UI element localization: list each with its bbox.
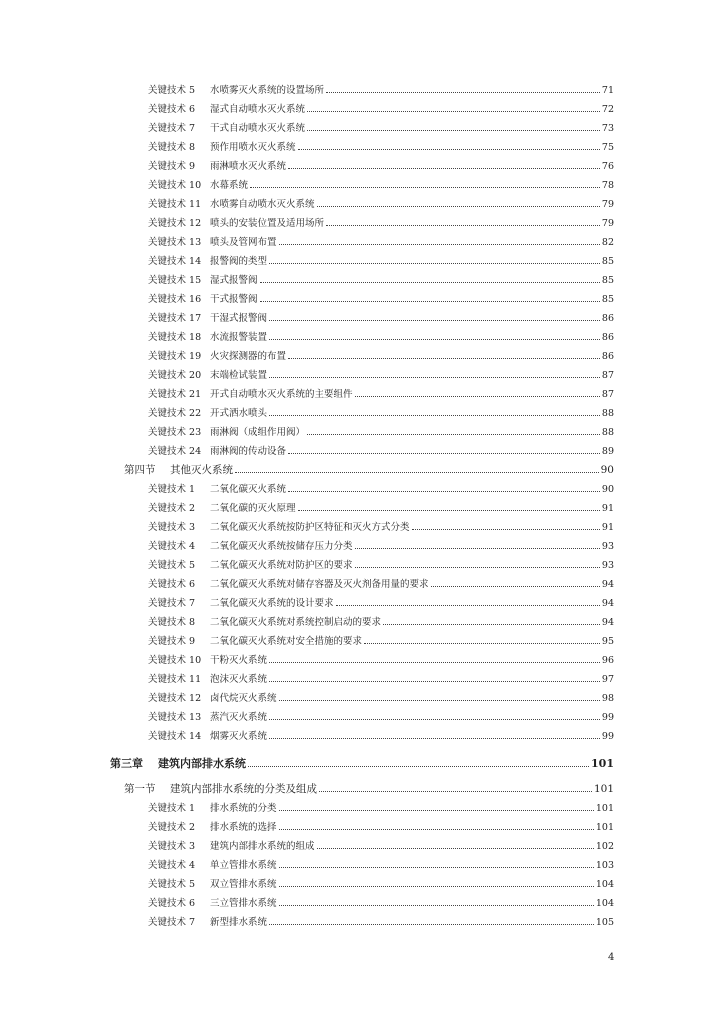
dot-leader bbox=[269, 339, 600, 340]
dot-leader bbox=[279, 886, 594, 887]
toc-entry-page: 93 bbox=[601, 560, 614, 571]
toc-entry-page: 101 bbox=[593, 783, 614, 795]
toc-item[interactable] bbox=[148, 82, 614, 101]
toc-entry-label: 关键技术 4 bbox=[148, 860, 196, 871]
toc-entry-title: 喷头及管网布置 bbox=[210, 237, 277, 248]
dot-leader bbox=[326, 92, 600, 93]
toc-item[interactable] bbox=[148, 253, 614, 272]
toc-entry-page: 88 bbox=[601, 427, 614, 438]
toc-entry-title: 湿式报警阀 bbox=[210, 275, 258, 286]
toc-item[interactable] bbox=[148, 838, 614, 857]
toc-entry-label: 关键技术 5 bbox=[148, 85, 196, 96]
dot-leader bbox=[279, 700, 600, 701]
toc-item[interactable] bbox=[148, 196, 614, 215]
toc-entry-label: 关键技术 1 bbox=[148, 803, 196, 814]
toc-entry-page: 95 bbox=[601, 636, 614, 647]
dot-leader bbox=[383, 624, 600, 625]
dot-leader bbox=[355, 567, 600, 568]
dot-leader bbox=[269, 738, 600, 739]
toc-entry-page: 87 bbox=[601, 370, 614, 381]
dot-leader bbox=[269, 263, 600, 264]
toc-item[interactable] bbox=[148, 595, 614, 614]
toc-entry-label: 关键技术 17 bbox=[148, 313, 202, 324]
toc-entry-label: 关键技术 12 bbox=[148, 693, 202, 704]
toc-entry-label: 关键技术 20 bbox=[148, 370, 202, 381]
toc-entry-title: 湿式自动喷水灭火系统 bbox=[210, 104, 306, 115]
toc-entry-label: 关键技术 6 bbox=[148, 579, 196, 590]
toc-entry-title: 二氧化碳灭火系统对系统控制启动的要求 bbox=[210, 617, 382, 628]
toc-entry-title: 水喷雾自动喷水灭火系统 bbox=[210, 199, 315, 210]
toc-entry-page: 101 bbox=[595, 822, 614, 833]
toc-entry-page: 76 bbox=[601, 161, 614, 172]
dot-leader bbox=[235, 472, 599, 473]
toc-entry-page: 73 bbox=[601, 123, 614, 134]
toc-chapter-entry[interactable] bbox=[110, 755, 614, 777]
toc-entry-page: 93 bbox=[601, 541, 614, 552]
toc-item[interactable] bbox=[148, 671, 614, 690]
toc-item[interactable] bbox=[148, 876, 614, 895]
toc-item[interactable] bbox=[148, 576, 614, 595]
dot-leader bbox=[269, 377, 600, 378]
toc-item[interactable] bbox=[148, 405, 614, 424]
toc-entry-page: 87 bbox=[601, 389, 614, 400]
toc-item[interactable] bbox=[148, 101, 614, 120]
toc-item[interactable] bbox=[148, 158, 614, 177]
toc-entry-title: 双立管排水系统 bbox=[210, 879, 277, 890]
toc-entry-title: 报警阀的类型 bbox=[210, 256, 268, 267]
toc-item[interactable] bbox=[148, 557, 614, 576]
toc-entry-title: 建筑内部排水系统的分类及组成 bbox=[170, 783, 317, 795]
toc-item[interactable] bbox=[148, 443, 614, 462]
toc-entry-label: 关键技术 10 bbox=[148, 655, 202, 666]
toc-item[interactable] bbox=[148, 139, 614, 158]
toc-entry-page: 91 bbox=[601, 522, 614, 533]
toc-entry-page: 75 bbox=[601, 142, 614, 153]
toc-entry-page: 104 bbox=[595, 898, 614, 909]
toc-entry-page: 85 bbox=[601, 294, 614, 305]
toc-entry-label: 关键技术 2 bbox=[148, 822, 196, 833]
toc-entry-page: 79 bbox=[601, 218, 614, 229]
dot-leader bbox=[279, 867, 594, 868]
toc-entry-page: 85 bbox=[601, 275, 614, 286]
toc-item[interactable] bbox=[148, 120, 614, 139]
toc-item[interactable] bbox=[148, 177, 614, 196]
toc-entry-title: 干式报警阀 bbox=[210, 294, 258, 305]
toc-entry-label: 关键技术 24 bbox=[148, 446, 202, 457]
toc-entry-page: 86 bbox=[601, 351, 614, 362]
toc-entry-title: 末端检试装置 bbox=[210, 370, 268, 381]
toc-item[interactable] bbox=[148, 329, 614, 348]
dot-leader bbox=[364, 643, 600, 644]
dot-leader bbox=[269, 681, 600, 682]
dot-leader bbox=[298, 510, 600, 511]
toc-entry-title: 排水系统的选择 bbox=[210, 822, 277, 833]
toc-entry-label: 关键技术 9 bbox=[148, 636, 196, 647]
dot-leader bbox=[279, 810, 594, 811]
dot-leader bbox=[269, 924, 594, 925]
toc-entry-label: 关键技术 8 bbox=[148, 617, 196, 628]
dot-leader bbox=[248, 766, 589, 767]
toc-entry-label: 关键技术 3 bbox=[148, 841, 196, 852]
toc-item[interactable] bbox=[148, 895, 614, 914]
toc-entry-page: 94 bbox=[601, 617, 614, 628]
toc-entry-label: 关键技术 5 bbox=[148, 879, 196, 890]
toc-item[interactable] bbox=[148, 310, 614, 329]
toc-entry-label: 关键技术 12 bbox=[148, 218, 202, 229]
dot-leader bbox=[279, 905, 594, 906]
toc-entry-title: 建筑内部排水系统 bbox=[158, 757, 246, 770]
dot-leader bbox=[279, 244, 600, 245]
toc-entry-page: 105 bbox=[595, 917, 614, 928]
dot-leader bbox=[431, 586, 600, 587]
toc-entry-title: 卤代烷灭火系统 bbox=[210, 693, 277, 704]
toc-entry-label: 关键技术 7 bbox=[148, 123, 196, 134]
toc-item[interactable] bbox=[148, 652, 614, 671]
toc-section-entry[interactable] bbox=[124, 462, 614, 481]
toc-entry-label: 关键技术 11 bbox=[148, 199, 202, 210]
dot-leader bbox=[288, 491, 600, 492]
toc-entry-title: 火灾探测器的布置 bbox=[210, 351, 287, 362]
toc-entry-page: 89 bbox=[601, 446, 614, 457]
dot-leader bbox=[288, 358, 600, 359]
toc-entry-page: 86 bbox=[601, 313, 614, 324]
page-number: 4 bbox=[608, 952, 615, 963]
toc-item[interactable] bbox=[148, 215, 614, 234]
toc-entry-page: 101 bbox=[591, 757, 614, 770]
toc-entry-title: 排水系统的分类 bbox=[210, 803, 277, 814]
toc-entry-label: 关键技术 2 bbox=[148, 503, 196, 514]
toc-entry-page: 99 bbox=[601, 712, 614, 723]
toc-entry-label: 关键技术 22 bbox=[148, 408, 202, 419]
toc-entry-label: 关键技术 15 bbox=[148, 275, 202, 286]
toc-entry-page: 90 bbox=[601, 484, 614, 495]
toc-entry-title: 二氧化碳的灭火原理 bbox=[210, 503, 296, 514]
toc-entry-page: 91 bbox=[601, 503, 614, 514]
toc-item[interactable] bbox=[148, 386, 614, 405]
toc-entry-label: 关键技术 5 bbox=[148, 560, 196, 571]
toc-item[interactable] bbox=[148, 614, 614, 633]
toc-entry-page: 104 bbox=[595, 879, 614, 890]
toc-entry-title: 烟雾灭火系统 bbox=[210, 731, 268, 742]
toc-entry-label: 关键技术 9 bbox=[148, 161, 196, 172]
toc-entry-label: 关键技术 14 bbox=[148, 256, 202, 267]
dot-leader bbox=[317, 206, 600, 207]
toc-item[interactable] bbox=[148, 709, 614, 728]
toc-item[interactable] bbox=[148, 728, 614, 747]
toc-entry-title: 开式自动喷水灭火系统的主要组件 bbox=[210, 389, 353, 400]
toc-entry-title: 水喷雾灭火系统的设置场所 bbox=[210, 85, 325, 96]
toc-item[interactable] bbox=[148, 481, 614, 500]
toc-item[interactable] bbox=[148, 424, 614, 443]
toc-entry-title: 干湿式报警阀 bbox=[210, 313, 268, 324]
dot-leader bbox=[355, 396, 600, 397]
toc-entry-page: 85 bbox=[601, 256, 614, 267]
toc-item[interactable] bbox=[148, 367, 614, 386]
toc-entry-title: 水幕系统 bbox=[210, 180, 249, 191]
toc-entry-page: 94 bbox=[601, 579, 614, 590]
toc-entry-page: 99 bbox=[601, 731, 614, 742]
dot-leader bbox=[269, 662, 600, 663]
toc-entry-title: 二氧化碳灭火系统 bbox=[210, 484, 287, 495]
toc-item[interactable] bbox=[148, 633, 614, 652]
dot-leader bbox=[412, 529, 600, 530]
toc-entry-page: 71 bbox=[601, 85, 614, 96]
dot-leader bbox=[307, 130, 600, 131]
dot-leader bbox=[250, 187, 600, 188]
toc-entry-label: 关键技术 21 bbox=[148, 389, 202, 400]
toc-item[interactable] bbox=[148, 538, 614, 557]
dot-leader bbox=[269, 320, 600, 321]
toc-entry-label: 关键技术 11 bbox=[148, 674, 202, 685]
toc-item[interactable] bbox=[148, 234, 614, 253]
dot-leader bbox=[260, 282, 600, 283]
dot-leader bbox=[279, 829, 594, 830]
dot-leader bbox=[269, 415, 600, 416]
toc-entry-label: 第四节 bbox=[124, 464, 156, 476]
toc-item[interactable] bbox=[148, 857, 614, 876]
dot-leader bbox=[336, 605, 600, 606]
toc-entry-page: 86 bbox=[601, 332, 614, 343]
toc-entry-title: 雨淋阀（成组作用阀） bbox=[210, 427, 306, 438]
toc-entry-page: 78 bbox=[601, 180, 614, 191]
toc-entry-label: 关键技术 6 bbox=[148, 104, 196, 115]
toc-entry-title: 单立管排水系统 bbox=[210, 860, 277, 871]
toc-entry-page: 97 bbox=[601, 674, 614, 685]
toc-entry-title: 二氧化碳灭火系统的设计要求 bbox=[210, 598, 334, 609]
toc-entry-page: 90 bbox=[600, 464, 614, 476]
toc-entry-title: 二氧化碳灭火系统对安全措施的要求 bbox=[210, 636, 363, 647]
toc-entry-label: 关键技术 8 bbox=[148, 142, 196, 153]
toc-entry-page: 88 bbox=[601, 408, 614, 419]
toc-entry-label: 关键技术 14 bbox=[148, 731, 202, 742]
toc-entry-title: 建筑内部排水系统的组成 bbox=[210, 841, 315, 852]
toc-entry-label: 关键技术 23 bbox=[148, 427, 202, 438]
toc-entry-label: 关键技术 16 bbox=[148, 294, 202, 305]
toc-item[interactable] bbox=[148, 914, 614, 933]
toc-item[interactable] bbox=[148, 819, 614, 838]
toc-entry-title: 蒸汽灭火系统 bbox=[210, 712, 268, 723]
toc-entry-title: 二氧化碳灭火系统按防护区特征和灭火方式分类 bbox=[210, 522, 410, 533]
dot-leader bbox=[298, 149, 600, 150]
dot-leader bbox=[260, 301, 600, 302]
dot-leader bbox=[307, 434, 600, 435]
toc-entry-page: 94 bbox=[601, 598, 614, 609]
toc-entry-page: 98 bbox=[601, 693, 614, 704]
toc-entry-label: 关键技术 1 bbox=[148, 484, 196, 495]
dot-leader bbox=[288, 168, 600, 169]
toc-entry-title: 雨淋喷水灭火系统 bbox=[210, 161, 287, 172]
toc-entry-title: 泡沫灭火系统 bbox=[210, 674, 268, 685]
toc-entry-title: 开式洒水喷头 bbox=[210, 408, 268, 419]
dot-leader bbox=[317, 848, 594, 849]
dot-leader bbox=[269, 719, 600, 720]
toc-entry-page: 101 bbox=[595, 803, 614, 814]
toc-entry-label: 关键技术 6 bbox=[148, 898, 196, 909]
toc-entry-title: 新型排水系统 bbox=[210, 917, 268, 928]
toc-entry-title: 雨淋阀的传动设备 bbox=[210, 446, 287, 457]
toc-entry-title: 干式自动喷水灭火系统 bbox=[210, 123, 306, 134]
toc-section-entry[interactable] bbox=[124, 781, 614, 800]
toc-entry-title: 二氧化碳灭火系统对储存容器及灭火剂备用量的要求 bbox=[210, 579, 429, 590]
dot-leader bbox=[355, 548, 600, 549]
toc-item[interactable] bbox=[148, 800, 614, 819]
toc-entry-page: 79 bbox=[601, 199, 614, 210]
toc-entry-label: 关键技术 13 bbox=[148, 712, 202, 723]
dot-leader bbox=[307, 111, 600, 112]
toc-item[interactable] bbox=[148, 348, 614, 367]
toc-entry-label: 关键技术 19 bbox=[148, 351, 202, 362]
toc-item[interactable] bbox=[148, 500, 614, 519]
toc-entry-title: 三立管排水系统 bbox=[210, 898, 277, 909]
dot-leader bbox=[288, 453, 600, 454]
toc-entry-page: 82 bbox=[601, 237, 614, 248]
toc-entry-label: 关键技术 7 bbox=[148, 917, 196, 928]
toc-entry-label: 关键技术 7 bbox=[148, 598, 196, 609]
toc-item[interactable] bbox=[148, 690, 614, 709]
toc-entry-title: 喷头的安装位置及适用场所 bbox=[210, 218, 325, 229]
toc-entry-page: 96 bbox=[601, 655, 614, 666]
toc-entry-page: 72 bbox=[601, 104, 614, 115]
toc-item[interactable] bbox=[148, 291, 614, 310]
dot-leader bbox=[319, 791, 592, 792]
toc-entry-page: 103 bbox=[595, 860, 614, 871]
toc-item[interactable] bbox=[148, 519, 614, 538]
toc-entry-label: 第三章 bbox=[110, 757, 143, 770]
toc-entry-label: 第一节 bbox=[124, 783, 156, 795]
toc-entry-title: 水流报警装置 bbox=[210, 332, 268, 343]
toc-entry-page: 102 bbox=[595, 841, 614, 852]
toc-entry-title: 其他灭火系统 bbox=[170, 464, 233, 476]
toc-item[interactable] bbox=[148, 272, 614, 291]
toc-entry-title: 二氧化碳灭火系统按储存压力分类 bbox=[210, 541, 353, 552]
toc-entry-title: 二氧化碳灭火系统对防护区的要求 bbox=[210, 560, 353, 571]
dot-leader bbox=[326, 225, 600, 226]
toc-entry-label: 关键技术 4 bbox=[148, 541, 196, 552]
toc-entry-title: 预作用喷水灭火系统 bbox=[210, 142, 296, 153]
toc-entry-label: 关键技术 3 bbox=[148, 522, 196, 533]
toc-entry-title: 干粉灭火系统 bbox=[210, 655, 268, 666]
toc-entry-label: 关键技术 10 bbox=[148, 180, 202, 191]
toc-entry-label: 关键技术 18 bbox=[148, 332, 202, 343]
toc-entry-label: 关键技术 13 bbox=[148, 237, 202, 248]
